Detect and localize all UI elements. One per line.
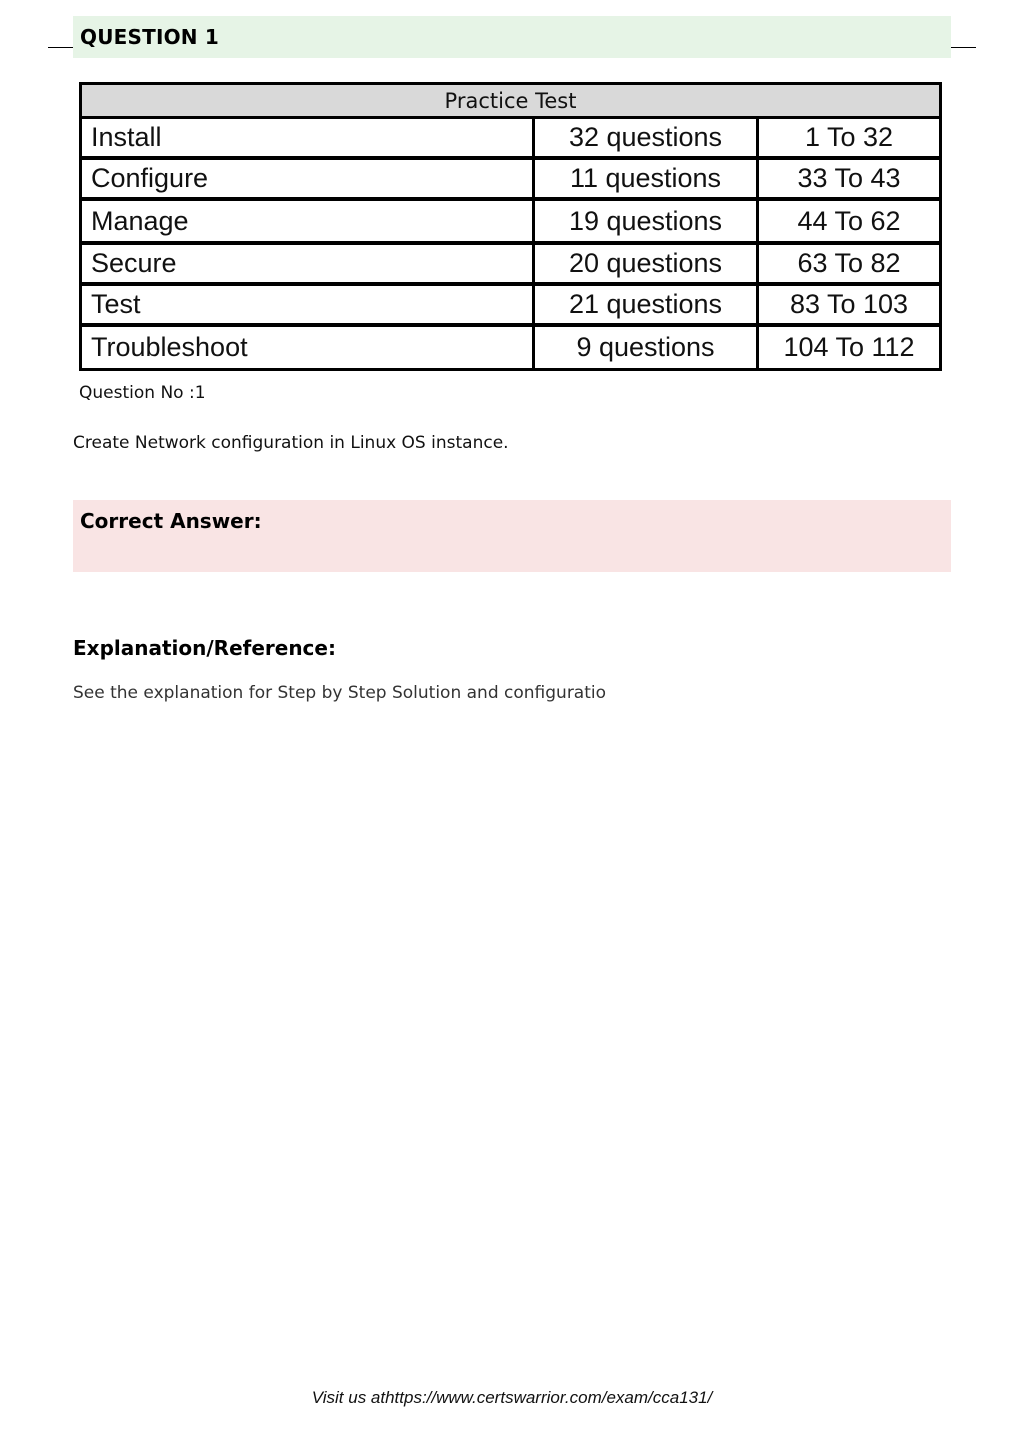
count-cell: 21 questions — [535, 286, 759, 323]
question-title: QUESTION 1 — [80, 25, 220, 49]
count-cell: 20 questions — [535, 245, 759, 282]
question-number: Question No :1 — [79, 383, 206, 403]
header-rule-left — [48, 47, 73, 48]
table-row — [82, 323, 939, 368]
range-cell: 33 To 43 — [797, 163, 901, 193]
table-row — [82, 119, 939, 156]
table-row — [82, 282, 939, 323]
table-row — [82, 156, 939, 197]
topic-cell: Manage — [82, 201, 535, 241]
topic-cell: Configure — [82, 160, 535, 197]
count-cell: 9 questions — [535, 327, 759, 368]
count-cell: 11 questions — [535, 160, 759, 197]
explanation-title: Explanation/Reference: — [73, 636, 336, 660]
table-row — [82, 241, 939, 282]
correct-answer-box — [73, 500, 951, 572]
topic-cell: Test — [82, 286, 535, 323]
practice-test-title: Practice Test — [79, 82, 942, 119]
range-cell: 83 To 103 — [789, 289, 909, 319]
range-cell: 44 To 62 — [797, 205, 901, 236]
topic-cell: Install — [82, 119, 535, 156]
footer-text: Visit us athttps://www.certswarrior.com/exam/cca131/ — [311, 1388, 713, 1407]
practice-test-rows — [79, 119, 942, 371]
correct-answer-label: Correct Answer: — [80, 509, 262, 533]
explanation-text: See the explanation for Step by Step Solution and configuratio — [73, 683, 607, 703]
count-cell: 19 questions — [535, 201, 759, 241]
range-cell: 63 To 82 — [797, 248, 901, 278]
table-row — [82, 197, 939, 241]
question-header — [73, 16, 951, 58]
question-text: Create Network configuration in Linux OS instance. — [73, 433, 509, 453]
range-cell: 104 To 112 — [783, 332, 915, 362]
practice-test-table — [79, 82, 942, 371]
topic-cell: Troubleshoot — [82, 327, 535, 368]
range-cell: 1 To 32 — [804, 122, 894, 152]
header-rule-right — [951, 47, 976, 48]
count-cell: 32 questions — [535, 119, 759, 156]
topic-cell: Secure — [82, 245, 535, 282]
